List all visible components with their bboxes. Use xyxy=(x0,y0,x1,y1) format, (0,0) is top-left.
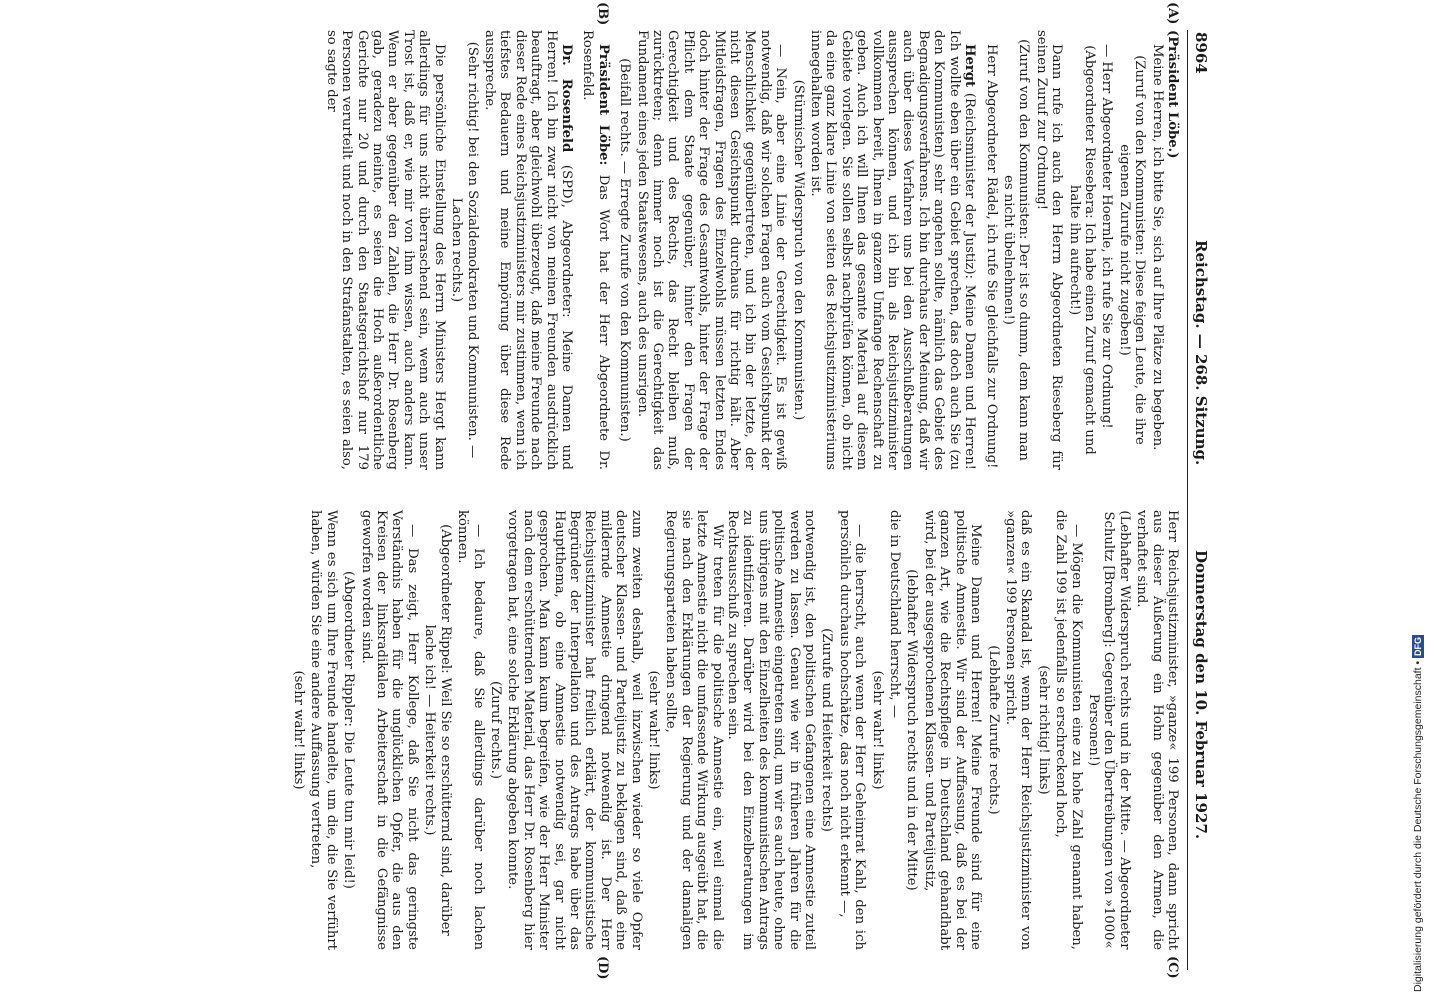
interjection: (sehr wahr! links) xyxy=(869,670,885,790)
paragraph: — Mögen die Kommunisten eine zu hohe Zahl genannt haben, die Zahl 199 ist jedenfalls so erschreckend hoch, xyxy=(1053,510,1084,950)
paragraph: Meine Herren, ich bitte Sie, sich auf Ihre Plätze zu begeben. xyxy=(1149,44,1165,451)
paragraph: Wenn es sich um Ihre Freunde handelte, um die, die Sie verführt haben, würden Sie eine andere Auffassung vertreten, xyxy=(308,510,339,950)
session-title: Reichstag. — 268. Sitzung. xyxy=(1192,240,1210,466)
digitization-credit xyxy=(1412,8,1430,992)
paragraph: Hergt (Reichsminister der Justiz): Meine Damen und Herren! Ich wollte eben über ein Gebiet sprechen, das doch auch Sie (zu den Kommunisten) sehr angehen sollte, nämlich das Gebiet des Begnadigungsverfahrens. Ich bin durchaus der Meinung, daß wir auch über dieses Verfahren uns bei den Ausschußberatungen aussprechen können, und ich bin als Reichsjustizminister vollkommen bereit, Ihnen in ganzem Umfange Rechenschaft zu geben. Auch ich will Ihnen das gesamte Material auf diesem Gebiete vorlegen. Sie sollen selbst nachprüfen können, ob nicht da eine ganz klare Linie von seiten des Reichsjustizministeriums innegehalten worden ist. xyxy=(808,30,978,470)
interjection: (Lebhafter Widerspruch rechts und in der Mitte. — Abgeordneter Schultz [Bromberg]: Gegenüber den Übertreibungen von »1000« Personen!) xyxy=(1085,510,1132,950)
paragraph: daß es ein Skandal ist, wenn der Herr Reichsjustizminister von »ganzen« 199 Personen spricht. xyxy=(1002,510,1034,950)
margin-marker-d: (D) xyxy=(595,956,610,980)
page-number: 8964 xyxy=(1192,32,1210,74)
text-column-left xyxy=(323,30,1180,470)
interjection: (sehr wahr! links) xyxy=(291,670,307,790)
paragraph: Präsident Löbe: Das Wort hat der Herr Abgeordnete Dr. Rosenfeld. xyxy=(580,30,611,470)
interjection: (Zuruf rechts.) xyxy=(487,680,503,780)
paragraph: die in Deutschland herrscht, — xyxy=(887,510,903,719)
paragraph: Herr Reichsjustizminister, »ganze« 199 Personen, dann spricht aus dieser Äußerung ein Hohn gegenüber den Armen, die verhaftet sind. xyxy=(1134,510,1180,950)
interjection: (Abgeordneter Riesebera: Ich habe einen Zuruf gemacht und halte ihn aufrecht!) xyxy=(1066,45,1097,455)
paragraph: Dr. Rosenfeld (SPD), Abgeordneter: Meine Damen und Herren! Ich bin zwar nicht von meinen Freunden ausdrücklich beauftragt, aber gleichwohl überzeugt, daß meine Freunde nach dieser Rede eines Reichsjustizministers mir zustimmen, wenn ich tiefstes Bedauern und meine Empörung über diese Rede ausspreche. xyxy=(481,30,574,470)
interjection: (Abgeordneter Rippel: Weil Sie so erschütternd sind, darüber lache ich! — Heiterkeit rechts.) xyxy=(422,524,453,936)
interjection: (Zuruf von den Kommunisten: Diese feigen Leute, die ihre eigenen Zurufe nicht zugeben!) xyxy=(1116,55,1148,445)
margin-marker-a: (A) xyxy=(1165,2,1180,25)
speaker-name: Präsident Löbe: xyxy=(595,44,611,166)
paragraph: — Das zeigt, Herr Kollege, daß Sie nicht das geringste Verständnis haben für die unglücklichen Opfer, die aus den Kreisen der linksradikalen Arbeiterschaft in die Gefängnisse geworfen worden sind. xyxy=(358,510,420,950)
interjection: (lebhafter Widerspruch rechts und in der Mitte) xyxy=(904,569,920,891)
speaker-name: Dr. Rosenfeld xyxy=(558,44,574,153)
interjection: (sehr richtig! links) xyxy=(1035,665,1051,795)
paragraph: — die herrscht, auch wenn der Herr Geheimrat Kahl, den ich persönlich durchaus hochschätze, das noch nicht erkennt —, xyxy=(836,510,868,950)
paragraph: — Herr Abgeordneter Hoernle, ich rufe Sie zur Ordnung! xyxy=(1099,44,1115,429)
paragraph: Die persönliche Einstellung des Herrn Ministers Hergt kann allerdings für uns nicht überraschend sein, wenn auch unser Trost ist, daß er, wie mir von ihm wissen, auch anders kann. Wenn er aber gegenüber den Zahlen, die Herr Dr. Rosenberg gab, geradezu meinte, es seien die Hoch außerordentliche Gerichte nur 20 und durch den Staatsgerichtshof nur 179 Personen verurteilt und noch in den Strafanstalten, es seien also, so sagte der xyxy=(323,30,447,470)
interjection: (Beifall rechts. — Erregte Zurufe von den Kommunisten.) xyxy=(617,58,633,442)
interjection: (Lebhafte Zurufe rechts.) xyxy=(985,645,1001,815)
paragraph: notwendig ist, den politischen Gefangenen eine Amnestie zuteil werden zu lassen. Genau wie wir in früheren Jahren für die politische Amnestie eingetreten sind, um wir es auch heute, ohne uns übrigens mit den Einzelheiten des kommunistischen Antrags zu identifizieren. Darüber wird bei den Einzelberatungen im Rechtsausschuß zu sprechen sein. xyxy=(725,510,818,950)
speaker-name: Hergt xyxy=(962,44,978,88)
paragraph: — Ich bedaure, daß Sie allerdings darüber noch lachen können. xyxy=(455,510,486,950)
paragraph: Herr Abgeordneter Rädel, ich rufe Sie gleichfalls zur Ordnung! xyxy=(983,44,999,469)
text-column-right xyxy=(289,510,1180,950)
credit-text: Digitalisierung gefördert durch die Deutsche Forschungsgemeinschaft • xyxy=(1412,660,1424,992)
interjection: (Sehr richtig! bei den Sozialdemokraten und Kommunisten. — Lachen rechts.) xyxy=(449,41,480,459)
paragraph: Meine Damen und Herren! Meine Freunde sind für eine politische Amnestie. Wir sind der Auffassung, daß es bei der ganzen Art, wie die Rechtspflege in Deutschland gehandhabt wird, bei der ausgesprochenen Klassen- und Parteijustiz, xyxy=(921,510,984,950)
interjection: (Abgeordneter Rippler: Die Leute tun mir leid!) xyxy=(341,571,357,889)
interjection: (Stürmischer Widerspruch von den Kommunisten.) xyxy=(790,79,806,421)
paragraph: — Nein, aber eine Linie der Gerechtigkeit. Es ist gewiß notwendig, daß wir solchen Fragen auch vom Gesichtspunkt der Menschlichkeit gegenübertreten, und ich bin der letzte, der nicht diesen Gesichtspunkt durchaus für richtig hält. Aber Mitleidsfragen, Fragen des Einzelwohls müssen letzten Endes doch hinter der Frage des Gesamtwohls, hinter der Frage der Pflicht dem Staate gegenüber, hinter den Fragen der Gerechtigkeit und des Rechts, das Recht bleiben muß, zurücktreten; denn immer noch ist die Gerechtigkeit das Fundament eines jeden Staatswesens, auch des unsrigen. xyxy=(634,30,789,470)
interjection: (sehr wahr! links) xyxy=(646,670,661,790)
interjection: (Zuruf von den Kommunisten: Der ist so dumm, dem kann man es nicht übelnehmen!) xyxy=(1000,39,1032,461)
margin-marker-b: (B) xyxy=(595,2,610,26)
rotated-page xyxy=(0,2,1210,980)
interjection: (Zurufe und Heiterkeit rechts) xyxy=(819,628,835,832)
session-date: Donnerstag den 10. Februar 1927. xyxy=(1192,550,1210,840)
margin-marker-c: (C) xyxy=(1165,956,1180,979)
page-header xyxy=(1187,30,1210,970)
dfg-logo-icon: DFG xyxy=(1413,636,1423,656)
paragraph: zum zweiten deshalb, weil inzwischen wieder so viele Opfer deutscher Klassen- und Parteijustiz zu beklagen sind, daß eine mildernde Amnestie dringend notwendig ist. Der Herr Reichsjustizminister hat freilich erklärt, der kommunistische Begründer der Interpellation und des Antrags habe über das Hauptthema, ob eine Amnestie notwendig sei, gar nicht gesprochen. Man kann kaum begreifen, wie der Herr Minister nach dem erschütternden Material, das Herr Dr. Rosenberg hier vorgetragen hat, eine solche Erklärung abgeben konnte. xyxy=(505,510,644,950)
paragraph: Dann rufe ich auch den Herrn Abgeordneten Rieseberg für seinen Zuruf zur Ordnung! xyxy=(1033,30,1065,470)
paragraph: (Präsident Löbe.) xyxy=(1165,30,1180,159)
paragraph: Wir treten für die politische Amnestie ein, weil einmal die letzte Amnestie nicht die umfassende Wirkung ausgeübt hat, die sie nach den Erklärungen der Regierung und der damaligen Regierungsparteien haben sollte, xyxy=(663,510,725,950)
